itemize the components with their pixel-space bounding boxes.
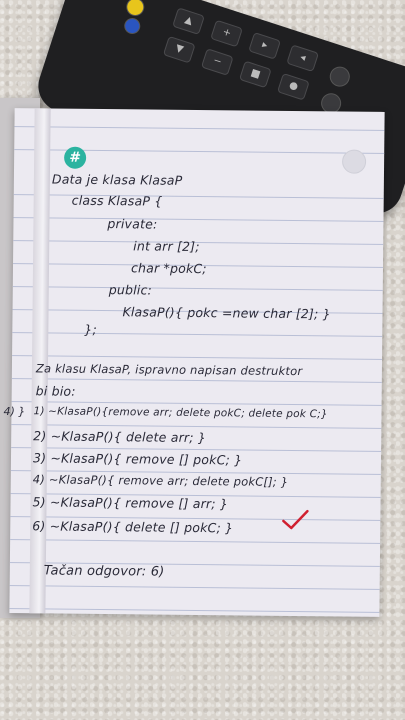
answer-option-5: 5) ~KlasaP(){ remove [] arr; } — [32, 494, 229, 512]
correct-answer: Tačan odgovor: 6) — [43, 563, 165, 580]
margin-note: 4) } — [3, 404, 26, 419]
handwritten-line: private: — [107, 216, 158, 232]
checkmark-icon — [280, 509, 310, 531]
remote-key: ▸ — [248, 32, 281, 60]
remote-key: ◂ — [286, 44, 319, 72]
remote-key: + — [210, 20, 243, 48]
handwritten-line: public: — [108, 282, 153, 298]
remote-key: ■ — [239, 61, 272, 89]
answer-option-2: 2) ~KlasaP(){ delete arr; } — [33, 428, 207, 446]
handwritten-line: int arr [2]; — [133, 238, 200, 255]
remote-blue-button — [122, 16, 142, 36]
answer-option-4: 4) ~KlasaP(){ remove arr; delete pokC[]; } — [32, 472, 289, 489]
notebook-page — [3, 108, 384, 617]
notebook-logo-faint — [342, 150, 366, 174]
answer-option-3: 3) ~KlasaP(){ remove [] pokC; } — [32, 450, 243, 468]
remote-round-button — [327, 64, 352, 89]
handwritten-line: class KlasaP { — [71, 192, 163, 209]
remote-key: ● — [277, 73, 310, 101]
remote-yellow-button — [124, 0, 147, 18]
handwritten-line: Data je klasa KlasaP — [51, 171, 183, 188]
remote-key: − — [201, 48, 234, 76]
answer-option-6: 6) ~KlasaP(){ delete [] pokC; } — [32, 518, 234, 536]
remote-key: ▼ — [163, 36, 196, 64]
handwritten-line: bi bio: — [35, 383, 76, 399]
remote-key: ▲ — [172, 7, 205, 35]
notebook-logo: # — [64, 147, 86, 169]
handwritten-line: }; — [84, 321, 97, 337]
handwritten-line: Za klasu KlasaP, ispravno napisan destruktor — [35, 361, 303, 379]
handwritten-line: KlasaP(){ pokc =new char [2]; } — [122, 304, 331, 322]
answer-option-1: 1) ~KlasaP(){remove arr; delete pokC; delete pok C;} — [33, 405, 328, 421]
handwritten-line: char *pokC; — [130, 260, 207, 277]
